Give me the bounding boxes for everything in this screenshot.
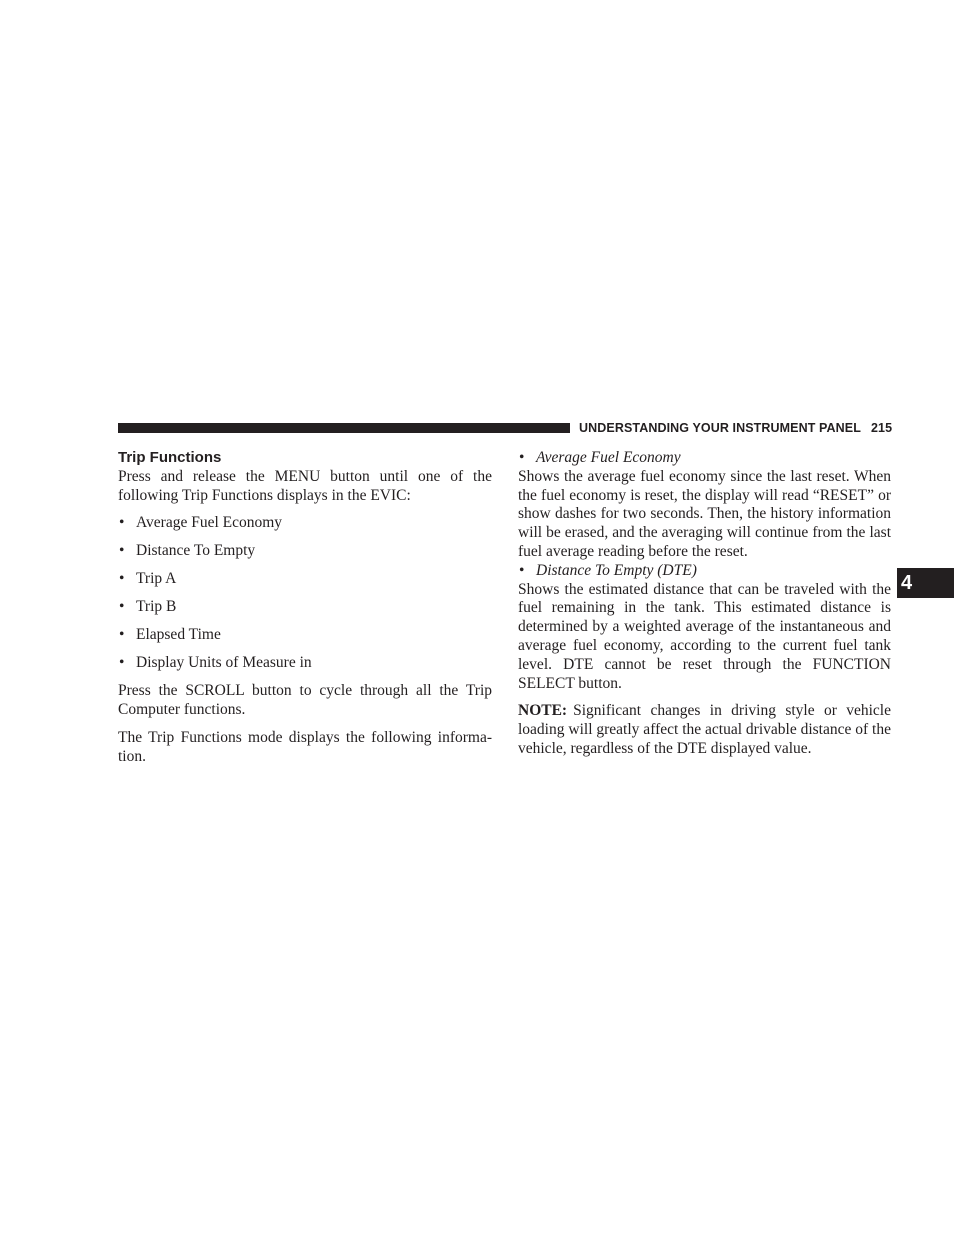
trip-functions-list	[118, 514, 492, 673]
mode-paragraph: The Trip Functions mode displays the following informa- tion.	[118, 728, 492, 765]
note-label: NOTE:	[518, 702, 568, 720]
afe-heading-text: Average Fuel Economy	[536, 449, 681, 466]
note-paragraph	[518, 702, 891, 758]
right-column	[518, 449, 891, 759]
list-item: • Distance To Empty	[118, 542, 492, 561]
bullet: •	[519, 561, 525, 579]
note-text: Significant changes in driving style or vehicle loading will greatly affect the actual drivable distance of the vehicle, regardless of the DTE displayed value.	[518, 702, 891, 757]
intro-paragraph: Press and release the MENU button until one of the following Trip Functions displays in the EVIC:	[118, 467, 492, 504]
list-item: • Display Units of Measure in	[118, 654, 492, 673]
dte-heading	[518, 562, 891, 581]
section-title: UNDERSTANDING YOUR INSTRUMENT PANEL	[579, 421, 861, 435]
list-item: • Trip B	[118, 598, 492, 617]
chapter-tab: 4	[897, 568, 954, 598]
dte-paragraph: Shows the estimated distance that can be traveled with the fuel remaining in the tank. This estimated distance is determined by a weighted average of the instantaneous and average fuel economy, according to the current fuel tank level. DTE cannot be reset through the FUNCTION SELECT button.	[518, 580, 891, 692]
header-rule	[118, 423, 570, 433]
afe-heading	[518, 449, 891, 468]
running-header	[579, 420, 891, 436]
scroll-paragraph: Press the SCROLL button to cycle through all the Trip Computer functions.	[118, 682, 492, 719]
list-item: • Elapsed Time	[118, 626, 492, 645]
bullet: •	[519, 449, 525, 466]
afe-paragraph: Shows the average fuel economy since the last reset. When the fuel economy is reset, the display will read “RESET” or show dashes for two seconds. Then, the history information will be erased, and the averaging will continue from the last fuel average reading before the reset.	[518, 467, 891, 560]
page-number: 215	[870, 421, 893, 435]
dte-heading-text: Distance To Empty (DTE)	[536, 561, 697, 579]
section-heading: Trip Functions	[118, 449, 222, 466]
list-item: • Trip A	[118, 570, 492, 589]
left-column	[118, 449, 492, 766]
list-item: • Average Fuel Economy	[118, 514, 492, 533]
